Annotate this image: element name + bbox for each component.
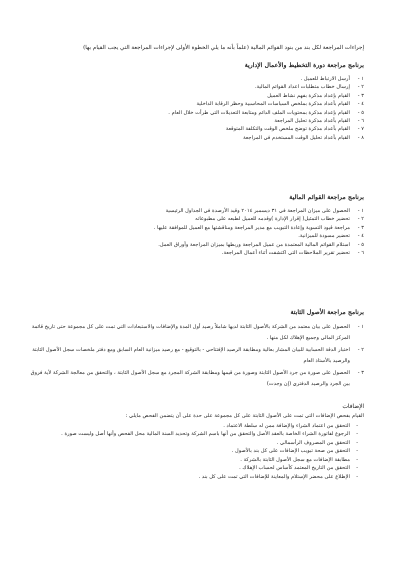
section-title: برنامج مراجعة الأصول الثابتة [290, 309, 364, 316]
list-item [30, 109, 364, 117]
item-text: الرجوع لفاتورة الشراء الخاصة بالعقد الأصل والتحقق من أنها باسم الشركة وتحديد السنة المالية محل الفحص وأنها أصل وليست صورة . [61, 431, 350, 438]
item-text: إرسال خطاب متطلبات اعداد القوائم المالية. [254, 84, 350, 91]
list-item: - التحقق من التاريخ المعتمد كأساس لحساب الإهلاك . [30, 464, 358, 473]
item-text: تحضير مسودة للميزانية. [298, 233, 350, 240]
item-number: ٦ - [357, 118, 364, 125]
list-item [30, 134, 364, 142]
section-fixed-assets [30, 309, 364, 391]
list-item [30, 345, 364, 366]
item-text: اختبار الدقة الحسابية للبيان المشار بعالية ومطابقة الرصيد الإفتتاحي - بالتوقيع - مع رصيد ميزانية العام السابق ومع دفتر ملخصات سجل الأصول الثابتة والرصيد بالأستاذ العام [32, 347, 350, 364]
list-item [30, 83, 364, 91]
item-text: القيام بإعداد مذكرة بفهم نشاط العميل [267, 92, 350, 99]
item-number: ٦ - [357, 250, 364, 257]
item-text: أرسل الارتباط للعميل . [300, 76, 350, 82]
item-text: استلام القوائم المالية المعتمدة من عميل المراجعة وربطها بميزان المراجعة وأوراق العمل. [158, 241, 350, 248]
item-text: القيام بإعداد مذكرة بمحتويات الملف الدائم ومتابعة التعديلات التي طرأت خلال العام . [168, 109, 350, 116]
list-item [30, 249, 364, 257]
list-item [30, 322, 364, 343]
list-item [30, 125, 364, 133]
item-text: التحقق من صحة تبويب الإضافات على كل بند بالأصول . [231, 448, 350, 455]
list-item [30, 92, 364, 100]
intro-text: إجراءات المراجعة لكل بند من بنود القوائم المالية (علماً بأنه ما يلي الخطوة الأولى لإجراءات المراجعة التي يجب القيام بها) [83, 44, 364, 51]
list-item [30, 207, 364, 215]
item-text: التحقق من اعتماد الشراء والإضافة ممن له سلطة الاعتماد . [223, 422, 350, 429]
section-title: برنامج مراجعة دورة التخطيط والأعمال الإدارية [244, 62, 364, 69]
list-item: - الرجوع لفاتورة الشراء الخاصة بالعقد الأصل والتحقق من أنها باسم الشركة وتحديد السنة المالية محل الفحص وأنها أصل وليست صورة . [30, 430, 358, 439]
item-text: القيام بأعداد مذكرة تحليل المراجعة [274, 118, 350, 125]
list-item [30, 100, 364, 108]
item-text: الحصول على بيان معتمد من الشركة بالأصول الثابتة لديها شاملاً رصيد أول المدة والإضافات والاستبعادات التي تمت على كل مجموعة حتى تاريخ قائمة المركز المالي وجميع الإهلاك لكل منها . [31, 324, 350, 341]
item-text: تحضير تقرير الملاحظات التي اكتشفت أثناء أعمال المراجعة. [221, 250, 350, 257]
item-number: ١ - [357, 324, 364, 330]
item-number: ٣ - [357, 370, 364, 376]
item-text: الحصول على صورة من جرد الأصول الثابتة وصورة من قيمها ومطابقة الشركة المجرد مع سجل الأصول الثابتة ، والتحقق من معالجة الشركة لأية فروق بين الجرد والرصيد الدفتري (إن وجدت) [30, 370, 350, 387]
item-number: ٢ - [357, 347, 364, 353]
item-text: التحقق من التاريخ المعتمد كأساس لحساب الإهلاك . [239, 465, 350, 472]
section-financial-statements [30, 194, 364, 257]
list-item: - مطابقة الإضافات مع سجل الأصول الثابتة بالشركة . [30, 456, 358, 465]
item-text: مطابقة الإضافات مع سجل الأصول الثابتة بالشركة . [240, 456, 350, 463]
list-item [30, 215, 364, 223]
planning-list [30, 75, 364, 142]
item-number: ٢ - [357, 216, 364, 223]
item-number: ١ - [357, 208, 364, 214]
item-text: تحضير خطاب التمثيل( إقرار الإدارة )وقدمه للعميل لطبعه على مطبوعاته [195, 216, 350, 223]
item-number: ٣ - [357, 92, 364, 99]
item-number: ١ - [357, 76, 364, 82]
item-text: الإطلاع على محضر الإستلام والمعاينة للإضافات التي تمت على كل بند . [198, 474, 350, 481]
item-number: ٢ - [357, 84, 364, 91]
list-item: - التحقق من المصروف الرأسمالي . [30, 439, 358, 448]
financial-list [30, 207, 364, 257]
additions-lead: القيام بفحص الإضافات التي تمت على الأصول الثابتة على كل مجموعة على حدة على أن يتضمن الفحص مايلي : [125, 413, 364, 419]
item-text: القيام بأعداد مذكرة بملخص السياسات المحاسبية وحظر الرقابة الداخلية [196, 101, 350, 108]
item-text: الحصول على ميزان المراجعة في ٣١ ديسمبر ٢٠١٤ وقيد الأرصدة في الجداول الرئيسية [165, 208, 350, 214]
item-number: ٨ - [357, 134, 364, 141]
section-title: برنامج مراجعة القوائم المالية [289, 194, 364, 201]
list-item: - التحقق من صحة تبويب الإضافات على كل بند بالأصول . [30, 447, 358, 456]
list-item [30, 117, 364, 125]
item-text: القيام بأعداد مذكرة توضح ملخص الوقت والتكلفة المتوقعة [225, 126, 350, 133]
item-text: القيام بأعداد تحليل الوقت المستخدم في المراجعة [243, 134, 350, 141]
item-text: مراجعة قيود التسوية وإعادة التبويب مع مدير المراجعة ومناقشتها مع العميل للموافقة عليها . [153, 224, 350, 231]
list-item [30, 75, 364, 83]
item-text: التحقق من المصروف الرأسمالي . [276, 439, 350, 446]
item-number: ٣ - [357, 224, 364, 231]
item-number: ٧ - [357, 126, 364, 133]
item-number: ٥ - [357, 241, 364, 248]
section-planning [30, 62, 364, 142]
additions-title: الإضافات [342, 404, 364, 410]
item-number: ٤ - [357, 233, 364, 240]
list-item [30, 368, 364, 389]
fixed-assets-list [30, 322, 364, 389]
list-item: - الإطلاع على محضر الإستلام والمعاينة للإضافات التي تمت على كل بند . [30, 473, 358, 482]
list-item: - التحقق من اعتماد الشراء والإضافة ممن له سلطة الاعتماد . [30, 422, 358, 431]
item-number: ٤ - [357, 101, 364, 108]
list-item [30, 224, 364, 232]
list-item [30, 232, 364, 240]
item-number: ٥ - [357, 109, 364, 116]
additions-list [30, 422, 364, 482]
list-item [30, 241, 364, 249]
section-additions [30, 404, 364, 482]
